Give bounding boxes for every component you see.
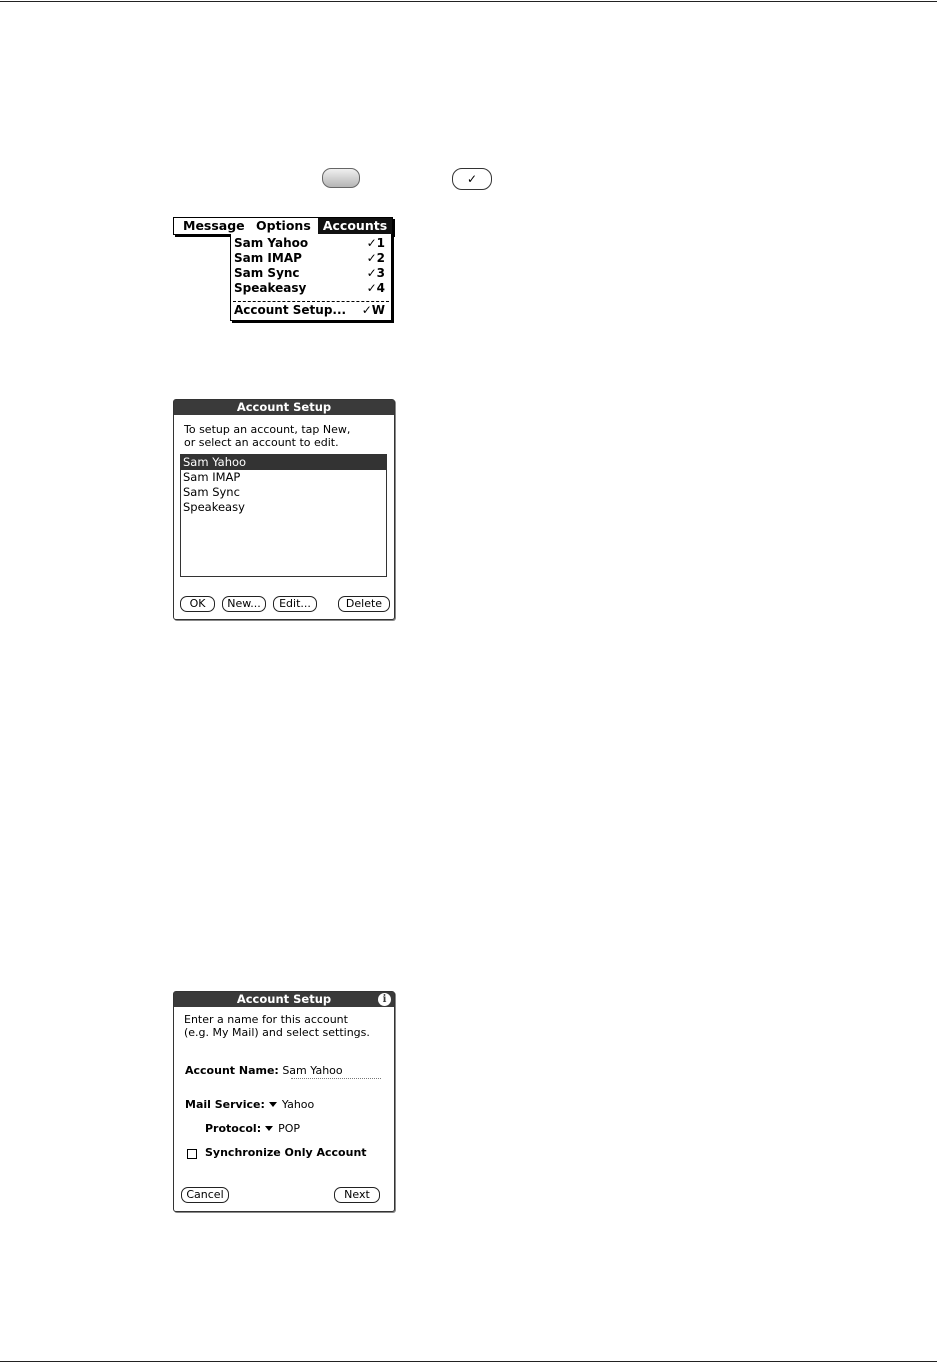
- protocol-row: [205, 1122, 300, 1136]
- list-item[interactable]: Speakeasy: [183, 500, 245, 514]
- sync-only-label: Synchronize Only Account: [205, 1146, 367, 1159]
- menu-item-account-setup[interactable]: [234, 303, 385, 318]
- menu-item-sam-sync[interactable]: [234, 266, 385, 281]
- menu-item-shortcut: ✓3: [366, 266, 385, 280]
- menu-bar: [173, 217, 393, 235]
- ok-button[interactable]: OK: [180, 596, 215, 612]
- dialog-title: [174, 992, 394, 1007]
- protocol-picker[interactable]: POP: [278, 1122, 301, 1135]
- account-name-row: [185, 1064, 343, 1078]
- instruction-line: or select an account to edit.: [184, 436, 339, 449]
- menu-separator: [233, 301, 389, 302]
- instruction-line: (e.g. My Mail) and select settings.: [184, 1026, 370, 1039]
- accounts-menu-dropdown: [230, 234, 392, 321]
- account-name-underline: [291, 1078, 381, 1079]
- mail-service-picker[interactable]: Yahoo: [281, 1098, 315, 1111]
- menu-item-shortcut: ✓W: [361, 303, 385, 317]
- account-name-label: Account Name:: [185, 1064, 279, 1077]
- list-item[interactable]: Sam Yahoo: [181, 455, 386, 470]
- top-rule: [0, 1, 937, 2]
- dropdown-triangle-icon: [265, 1126, 273, 1131]
- dialog-title-text: Account Setup: [236, 992, 332, 1006]
- list-item[interactable]: Sam IMAP: [183, 470, 241, 484]
- mail-service-row: [185, 1098, 314, 1112]
- instruction-line: Enter a name for this account: [184, 1013, 348, 1026]
- bottom-rule: [0, 1361, 937, 1362]
- new-button[interactable]: New...: [222, 596, 266, 612]
- dialog-instructions: [184, 1013, 370, 1039]
- menu-item-sam-yahoo[interactable]: [234, 236, 385, 251]
- account-name-field[interactable]: Sam Yahoo: [282, 1064, 343, 1077]
- dropdown-triangle-icon: [269, 1102, 277, 1107]
- cancel-button[interactable]: Cancel: [181, 1187, 229, 1203]
- sync-only-row: [205, 1146, 367, 1160]
- accounts-list[interactable]: [180, 454, 387, 577]
- menu-item-shortcut: ✓4: [366, 281, 385, 295]
- menu-item-label: Sam Sync: [234, 266, 300, 280]
- dialog-instructions: [184, 423, 350, 449]
- hardware-button-icon: [322, 168, 360, 188]
- menu-item-label: Sam IMAP: [234, 251, 302, 265]
- menu-options[interactable]: Options: [256, 218, 311, 233]
- instruction-line: To setup an account, tap New,: [184, 423, 351, 436]
- menu-item-label: Sam Yahoo: [234, 236, 309, 250]
- dialog-title: Account Setup: [174, 400, 394, 415]
- protocol-label: Protocol:: [205, 1122, 262, 1135]
- info-icon[interactable]: i: [378, 993, 391, 1006]
- next-button[interactable]: Next: [334, 1187, 380, 1203]
- menu-item-shortcut: ✓2: [366, 251, 385, 265]
- menu-item-sam-imap[interactable]: [234, 251, 385, 266]
- menu-message[interactable]: Message: [183, 218, 245, 233]
- menu-item-speakeasy[interactable]: [234, 281, 385, 296]
- command-stroke-icon: ✓: [452, 168, 492, 190]
- mail-service-label: Mail Service:: [185, 1098, 265, 1111]
- account-setup-list-dialog: [173, 399, 395, 620]
- account-setup-detail-dialog: [173, 991, 395, 1212]
- menu-item-shortcut: ✓1: [366, 236, 385, 250]
- edit-button[interactable]: Edit...: [273, 596, 317, 612]
- menu-item-label: Speakeasy: [234, 281, 307, 295]
- menu-accounts[interactable]: Accounts: [318, 218, 392, 234]
- menu-item-label: Account Setup...: [234, 303, 347, 317]
- list-item[interactable]: Sam Sync: [183, 485, 240, 499]
- sync-only-checkbox[interactable]: [187, 1149, 197, 1159]
- delete-button[interactable]: Delete: [338, 596, 390, 612]
